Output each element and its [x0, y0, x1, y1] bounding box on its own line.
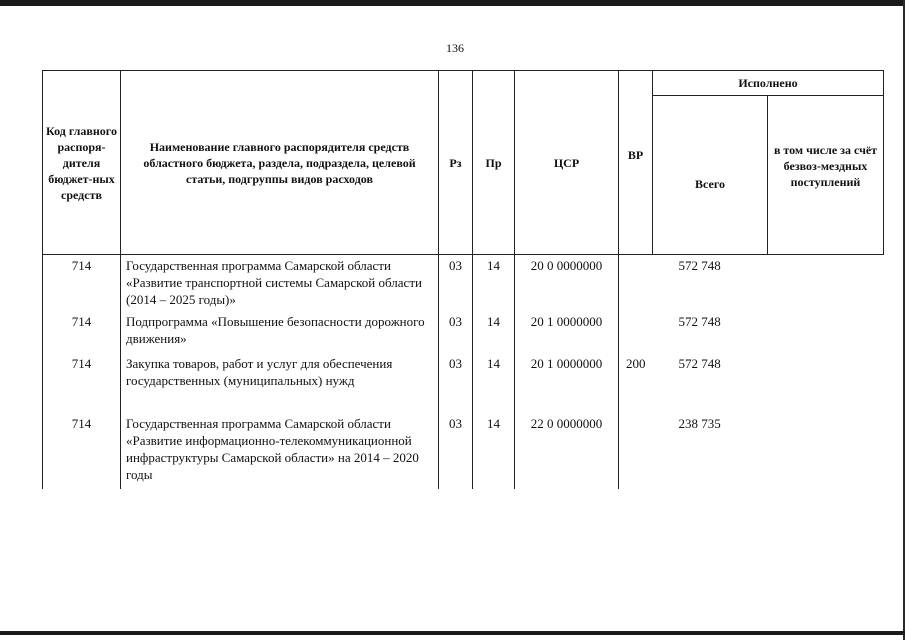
bottom-border-rule [0, 631, 905, 635]
cell-vr: 200 [626, 355, 646, 371]
cell-code: 714 [43, 255, 121, 311]
table-row [43, 255, 884, 311]
cell-pr: 14 [473, 413, 515, 489]
cell-vr [619, 413, 653, 489]
header-pr: Пр [473, 71, 515, 255]
header-code: Код главного распоря-дителя бюджет-ных средств [43, 71, 121, 255]
cell-name: Государственная программа Самарской области «Развитие информационно-телекоммуникационной инфраструктуры Самарской области» на 2014 – 2020 годы [121, 413, 439, 489]
cell-vr [619, 311, 653, 353]
cell-csr: 20 0 0000000 [515, 255, 619, 311]
header-csr: ЦСР [515, 71, 619, 255]
cell-rz: 03 [439, 353, 473, 413]
header-free-receipts: в том числе за счёт безвоз-мездных поступлений [768, 96, 884, 255]
header-row-1 [43, 71, 884, 96]
cell-pr: 14 [473, 353, 515, 413]
cell-total: 572 748 [678, 313, 721, 329]
cell-name: Подпрограмма «Повышение безопасности дорожного движения» [121, 311, 439, 353]
top-border-rule [0, 0, 905, 6]
cell-total: 572 748 [678, 355, 721, 371]
table-row [43, 353, 884, 413]
cell-csr: 20 1 0000000 [515, 311, 619, 353]
header-executed: Исполнено [653, 71, 884, 96]
cell-pr: 14 [473, 311, 515, 353]
table-header [43, 71, 884, 255]
cell-code: 714 [43, 353, 121, 413]
header-rz: Рз [439, 71, 473, 255]
cell-total: 238 735 [678, 415, 721, 431]
cell-csr: 22 0 0000000 [515, 413, 619, 489]
page-number: 136 [446, 41, 464, 55]
cell-rz: 03 [439, 311, 473, 353]
header-total: Всего [653, 96, 768, 255]
cell-vr [619, 255, 653, 311]
cell-free [768, 413, 884, 489]
table-body [43, 255, 884, 489]
cell-pr: 14 [473, 255, 515, 311]
cell-code: 714 [43, 311, 121, 353]
budget-table [42, 70, 884, 489]
cell-free [768, 255, 884, 311]
cell-csr: 20 1 0000000 [515, 353, 619, 413]
header-name: Наименование главного распорядителя средств областного бюджета, раздела, подраздела, целевой статьи, подгруппы видов расходов [121, 71, 439, 255]
cell-free [768, 311, 884, 353]
header-vr: ВР [619, 71, 653, 255]
cell-code: 714 [43, 413, 121, 489]
cell-rz: 03 [439, 413, 473, 489]
cell-name: Государственная программа Самарской области «Развитие транспортной системы Самарской области (2014 – 2025 годы)» [121, 255, 439, 311]
table-row [43, 311, 884, 353]
cell-name: Закупка товаров, работ и услуг для обеспечения государственных (муниципальных) нужд [121, 353, 439, 413]
cell-free [768, 353, 884, 413]
table-row [43, 413, 884, 489]
cell-total: 572 748 [678, 258, 721, 273]
cell-rz: 03 [439, 255, 473, 311]
